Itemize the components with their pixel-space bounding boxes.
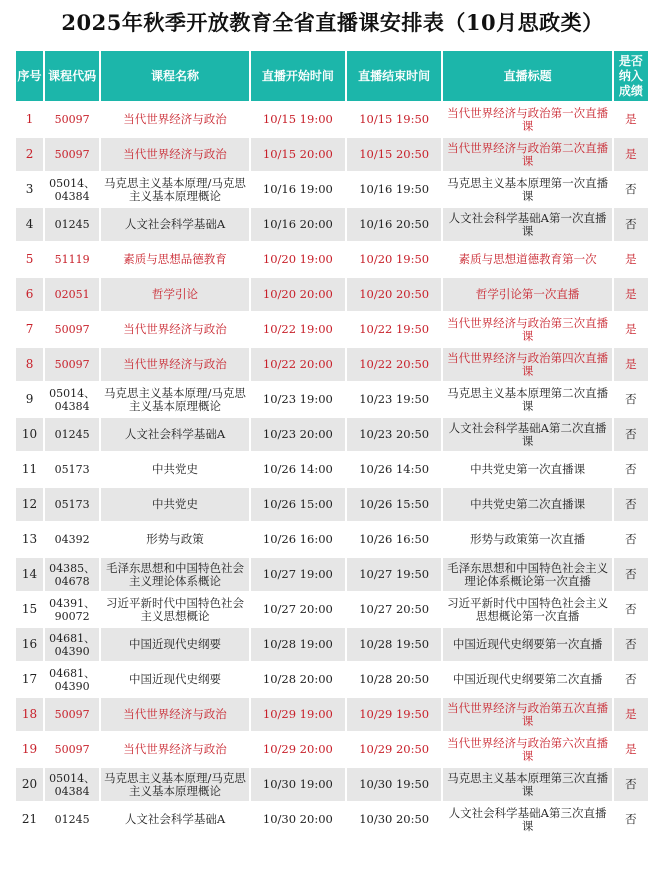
cell-course-code: 02051 [45, 278, 99, 311]
header-course-name: 课程名称 [101, 51, 248, 101]
cell-graded: 否 [614, 663, 648, 696]
table-row [16, 768, 648, 801]
cell-graded: 否 [614, 208, 648, 241]
cell-graded: 否 [614, 173, 648, 206]
cell-graded: 否 [614, 488, 648, 521]
table-row [16, 558, 648, 591]
cell-graded: 是 [614, 313, 648, 346]
cell-graded: 是 [614, 243, 648, 276]
cell-end-time: 10/30 19:50 [347, 768, 441, 801]
cell-topic: 形势与政策第一次直播 [443, 523, 612, 556]
table-row [16, 138, 648, 171]
cell-course-code: 01245 [45, 418, 99, 451]
cell-graded: 否 [614, 768, 648, 801]
cell-course-name: 马克思主义基本原理/马克思主义基本原理概论 [101, 383, 248, 416]
cell-course-code: 04391、90072 [45, 593, 99, 626]
table-row [16, 803, 648, 836]
cell-start-time: 10/23 19:00 [251, 383, 345, 416]
cell-no: 8 [16, 348, 43, 381]
cell-course-code: 05173 [45, 453, 99, 486]
table-row [16, 523, 648, 556]
cell-no: 18 [16, 698, 43, 731]
cell-course-name: 中共党史 [101, 488, 248, 521]
cell-topic: 马克思主义基本原理第一次直播课 [443, 173, 612, 206]
cell-no: 15 [16, 593, 43, 626]
cell-course-code: 50097 [45, 733, 99, 766]
cell-graded: 否 [614, 383, 648, 416]
cell-end-time: 10/26 15:50 [347, 488, 441, 521]
cell-start-time: 10/27 19:00 [251, 558, 345, 591]
cell-topic: 马克思主义基本原理第二次直播课 [443, 383, 612, 416]
cell-end-time: 10/28 20:50 [347, 663, 441, 696]
cell-end-time: 10/29 19:50 [347, 698, 441, 731]
cell-topic: 人文社会科学基础A第三次直播课 [443, 803, 612, 836]
cell-end-time: 10/15 19:50 [347, 103, 441, 136]
cell-course-name: 毛泽东思想和中国特色社会主义理论体系概论 [101, 558, 248, 591]
table-row [16, 173, 648, 206]
cell-no: 14 [16, 558, 43, 591]
cell-course-name: 人文社会科学基础A [101, 418, 248, 451]
table-row [16, 313, 648, 346]
cell-start-time: 10/23 20:00 [251, 418, 345, 451]
cell-start-time: 10/29 20:00 [251, 733, 345, 766]
cell-topic: 当代世界经济与政治第四次直播课 [443, 348, 612, 381]
header-start-time: 直播开始时间 [251, 51, 345, 101]
cell-course-name: 形势与政策 [101, 523, 248, 556]
table-row [16, 663, 648, 696]
cell-end-time: 10/20 19:50 [347, 243, 441, 276]
cell-course-name: 哲学引论 [101, 278, 248, 311]
cell-no: 4 [16, 208, 43, 241]
cell-topic: 人文社会科学基础A第二次直播课 [443, 418, 612, 451]
cell-no: 2 [16, 138, 43, 171]
cell-course-code: 50097 [45, 348, 99, 381]
cell-end-time: 10/26 16:50 [347, 523, 441, 556]
cell-no: 3 [16, 173, 43, 206]
cell-no: 10 [16, 418, 43, 451]
cell-course-name: 习近平新时代中国特色社会主义思想概论 [101, 593, 248, 626]
cell-graded: 是 [614, 698, 648, 731]
cell-start-time: 10/30 19:00 [251, 768, 345, 801]
cell-topic: 毛泽东思想和中国特色社会主义理论体系概论第一次直播 [443, 558, 612, 591]
header-topic: 直播标题 [443, 51, 612, 101]
cell-end-time: 10/23 20:50 [347, 418, 441, 451]
cell-topic: 中共党史第二次直播课 [443, 488, 612, 521]
header-end-time: 直播结束时间 [347, 51, 441, 101]
cell-end-time: 10/22 19:50 [347, 313, 441, 346]
table-row [16, 208, 648, 241]
cell-start-time: 10/16 19:00 [251, 173, 345, 206]
cell-graded: 否 [614, 418, 648, 451]
cell-topic: 马克思主义基本原理第三次直播课 [443, 768, 612, 801]
cell-course-code: 05173 [45, 488, 99, 521]
cell-course-name: 人文社会科学基础A [101, 208, 248, 241]
table-row [16, 418, 648, 451]
cell-start-time: 10/26 14:00 [251, 453, 345, 486]
cell-end-time: 10/27 20:50 [347, 593, 441, 626]
cell-topic: 当代世界经济与政治第二次直播课 [443, 138, 612, 171]
cell-no: 19 [16, 733, 43, 766]
cell-end-time: 10/16 19:50 [347, 173, 441, 206]
table-row [16, 628, 648, 661]
cell-graded: 是 [614, 733, 648, 766]
cell-course-name: 当代世界经济与政治 [101, 313, 248, 346]
cell-course-name: 当代世界经济与政治 [101, 103, 248, 136]
cell-end-time: 10/29 20:50 [347, 733, 441, 766]
table-row [16, 593, 648, 626]
cell-course-code: 01245 [45, 208, 99, 241]
table-row [16, 278, 648, 311]
cell-graded: 否 [614, 523, 648, 556]
cell-end-time: 10/27 19:50 [347, 558, 441, 591]
schedule-table [14, 49, 650, 838]
cell-graded: 否 [614, 453, 648, 486]
cell-topic: 当代世界经济与政治第六次直播课 [443, 733, 612, 766]
cell-course-name: 当代世界经济与政治 [101, 733, 248, 766]
cell-course-name: 马克思主义基本原理/马克思主义基本原理概论 [101, 173, 248, 206]
cell-no: 9 [16, 383, 43, 416]
cell-end-time: 10/28 19:50 [347, 628, 441, 661]
cell-course-code: 01245 [45, 803, 99, 836]
cell-topic: 哲学引论第一次直播 [443, 278, 612, 311]
cell-graded: 否 [614, 593, 648, 626]
cell-course-name: 素质与思想品德教育 [101, 243, 248, 276]
cell-graded: 是 [614, 138, 648, 171]
cell-topic: 人文社会科学基础A第一次直播课 [443, 208, 612, 241]
cell-topic: 素质与思想道德教育第一次 [443, 243, 612, 276]
cell-start-time: 10/26 16:00 [251, 523, 345, 556]
cell-topic: 中国近现代史纲要第一次直播 [443, 628, 612, 661]
cell-no: 1 [16, 103, 43, 136]
cell-graded: 否 [614, 558, 648, 591]
cell-course-code: 51119 [45, 243, 99, 276]
cell-graded: 否 [614, 803, 648, 836]
cell-course-name: 当代世界经济与政治 [101, 698, 248, 731]
cell-topic: 当代世界经济与政治第一次直播课 [443, 103, 612, 136]
cell-course-name: 中国近现代史纲要 [101, 628, 248, 661]
cell-start-time: 10/15 20:00 [251, 138, 345, 171]
cell-topic: 中共党史第一次直播课 [443, 453, 612, 486]
table-row [16, 488, 648, 521]
page-title: 2025年秋季开放教育全省直播课安排表（10月思政类） [61, 10, 604, 35]
cell-start-time: 10/22 20:00 [251, 348, 345, 381]
cell-start-time: 10/15 19:00 [251, 103, 345, 136]
cell-topic: 当代世界经济与政治第五次直播课 [443, 698, 612, 731]
table-row [16, 243, 648, 276]
cell-graded: 是 [614, 278, 648, 311]
cell-course-code: 04392 [45, 523, 99, 556]
cell-course-name: 当代世界经济与政治 [101, 138, 248, 171]
cell-start-time: 10/16 20:00 [251, 208, 345, 241]
cell-graded: 是 [614, 348, 648, 381]
cell-course-code: 04681、04390 [45, 663, 99, 696]
header-no: 序号 [16, 51, 43, 101]
header-code: 课程代码 [45, 51, 99, 101]
cell-start-time: 10/29 19:00 [251, 698, 345, 731]
cell-topic: 当代世界经济与政治第三次直播课 [443, 313, 612, 346]
cell-no: 17 [16, 663, 43, 696]
cell-no: 7 [16, 313, 43, 346]
cell-end-time: 10/23 19:50 [347, 383, 441, 416]
cell-course-name: 中共党史 [101, 453, 248, 486]
cell-graded: 是 [614, 103, 648, 136]
table-row [16, 453, 648, 486]
table-row [16, 698, 648, 731]
table-row [16, 103, 648, 136]
cell-no: 12 [16, 488, 43, 521]
cell-topic: 中国近现代史纲要第二次直播 [443, 663, 612, 696]
cell-no: 13 [16, 523, 43, 556]
cell-course-code: 04681、04390 [45, 628, 99, 661]
cell-end-time: 10/26 14:50 [347, 453, 441, 486]
cell-course-code: 05014、04384 [45, 173, 99, 206]
cell-course-code: 50097 [45, 138, 99, 171]
cell-end-time: 10/20 20:50 [347, 278, 441, 311]
cell-course-name: 马克思主义基本原理/马克思主义基本原理概论 [101, 768, 248, 801]
cell-start-time: 10/28 20:00 [251, 663, 345, 696]
cell-course-code: 50097 [45, 313, 99, 346]
cell-start-time: 10/30 20:00 [251, 803, 345, 836]
cell-no: 6 [16, 278, 43, 311]
cell-end-time: 10/30 20:50 [347, 803, 441, 836]
cell-course-code: 50097 [45, 103, 99, 136]
cell-no: 21 [16, 803, 43, 836]
cell-course-name: 人文社会科学基础A [101, 803, 248, 836]
table-row [16, 348, 648, 381]
cell-no: 16 [16, 628, 43, 661]
cell-course-name: 中国近现代史纲要 [101, 663, 248, 696]
cell-course-code: 05014、04384 [45, 768, 99, 801]
table-row [16, 383, 648, 416]
cell-course-code: 04385、04678 [45, 558, 99, 591]
cell-no: 20 [16, 768, 43, 801]
table-row [16, 733, 648, 766]
cell-end-time: 10/16 20:50 [347, 208, 441, 241]
cell-start-time: 10/28 19:00 [251, 628, 345, 661]
header-row [16, 51, 648, 101]
cell-topic: 习近平新时代中国特色社会主义思想概论第一次直播 [443, 593, 612, 626]
cell-start-time: 10/27 20:00 [251, 593, 345, 626]
cell-end-time: 10/22 20:50 [347, 348, 441, 381]
header-graded: 是否纳入成绩 [614, 51, 648, 101]
cell-end-time: 10/15 20:50 [347, 138, 441, 171]
cell-start-time: 10/22 19:00 [251, 313, 345, 346]
cell-start-time: 10/20 19:00 [251, 243, 345, 276]
cell-no: 11 [16, 453, 43, 486]
cell-course-code: 05014、04384 [45, 383, 99, 416]
cell-graded: 否 [614, 628, 648, 661]
cell-no: 5 [16, 243, 43, 276]
cell-course-name: 当代世界经济与政治 [101, 348, 248, 381]
cell-start-time: 10/20 20:00 [251, 278, 345, 311]
cell-start-time: 10/26 15:00 [251, 488, 345, 521]
cell-course-code: 50097 [45, 698, 99, 731]
